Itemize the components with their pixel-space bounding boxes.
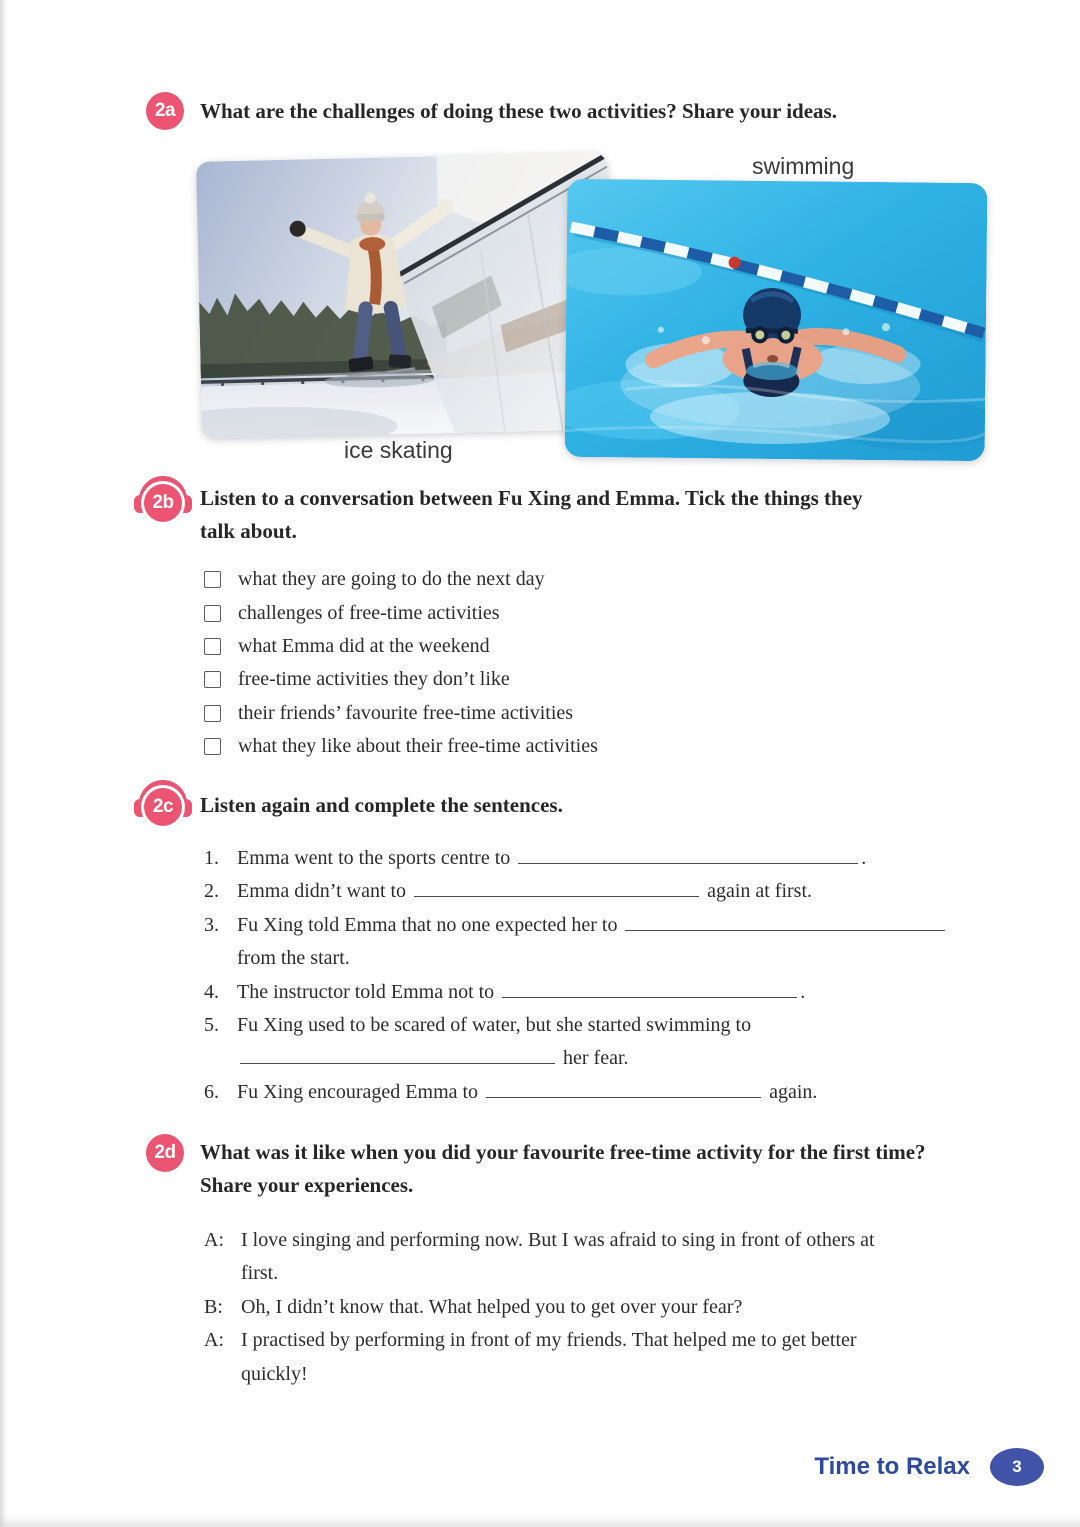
sentence-number: 1.: [204, 847, 219, 869]
audio-badge-2b: [130, 468, 196, 528]
sentence-text: Fu Xing told Emma that no one expected her to: [237, 913, 618, 936]
sentence-text: The instructor told Emma not to: [237, 980, 495, 1003]
dialogue-text: Oh, I didn’t know that. What helped you to get over your fear?: [241, 1295, 743, 1318]
exercise-badge-2a: 2a: [146, 92, 184, 130]
unit-title: Time to Relax: [814, 1453, 970, 1480]
dialogue-speaker: B:: [204, 1295, 223, 1318]
dialogue-line: [204, 1324, 904, 1391]
heading-2b: Listen to a conversation between Fu Xing and Emma. Tick the things they talk about.: [200, 486, 863, 543]
check-item-label: what Emma did at the weekend: [238, 634, 490, 657]
dialogue-speaker: A:: [204, 1229, 224, 1251]
checkbox[interactable]: [204, 571, 221, 588]
exercise-badge-2b: 2b: [144, 484, 182, 522]
swimming-label: swimming: [752, 153, 855, 179]
page-number-badge: 3: [990, 1448, 1044, 1486]
dialogue-speaker: A:: [204, 1329, 224, 1352]
heading-2d: What was it like when you did your favourite free-time activity for the first time? Share your experiences.: [200, 1140, 926, 1197]
sentence-text: .: [800, 980, 806, 1003]
page-bottom-shadow: [0, 1515, 1080, 1527]
sentence-item: [204, 1076, 984, 1109]
sentence-number: 2.: [204, 880, 219, 903]
fill-in-blank: [414, 878, 699, 897]
sentence-text: .: [861, 847, 867, 869]
dialogue-text: I love singing and performing now. But I was afraid to sing in front of others at first.: [241, 1229, 875, 1285]
swimming-photo: [565, 179, 988, 461]
dialogue-text: I practised by performing in front of my friends. That helped me to get better quickly!: [241, 1329, 857, 1385]
sentence-item: [204, 1009, 984, 1076]
swimming-illustration: [565, 179, 988, 461]
check-item: [204, 596, 598, 629]
checklist: [204, 563, 598, 763]
checkbox[interactable]: [204, 738, 221, 755]
sentence-text: from the start.: [237, 947, 350, 970]
ice-skating-label: ice skating: [344, 437, 453, 463]
fill-in-blank: [518, 845, 858, 864]
sentence-text: Fu Xing used to be scared of water, but she started swimming to: [237, 1014, 752, 1037]
sentence-text: her fear.: [563, 1047, 629, 1070]
fill-in-blank: [486, 1079, 761, 1098]
exercise-badge-2c: 2c: [144, 788, 182, 826]
sentence-number: 3.: [204, 913, 219, 936]
checkbox[interactable]: [204, 605, 221, 622]
sentence-text: Emma didn’t want to: [237, 880, 407, 903]
sentence-text: again.: [769, 1080, 818, 1103]
ice-skating-photo: [196, 152, 613, 438]
page-footer: [0, 1448, 1044, 1486]
sentence-item: [204, 842, 984, 875]
sentence-item: [204, 875, 984, 908]
checkbox[interactable]: [204, 638, 221, 655]
checkbox[interactable]: [204, 671, 221, 688]
check-item: [204, 630, 598, 663]
sentence-number: 5.: [204, 1014, 219, 1037]
heading-2a: What are the challenges of doing these two activities? Share your ideas.: [200, 99, 837, 123]
check-item: [204, 663, 598, 696]
fill-in-blank: [625, 912, 945, 931]
check-item-label: challenges of free-time activities: [238, 601, 500, 624]
sentence-text: Emma went to the sports centre to: [237, 847, 511, 869]
check-item-label: what they like about their free-time activities: [238, 735, 598, 758]
exercise-badge-2d: 2d: [146, 1134, 184, 1172]
sentence-number: 4.: [204, 980, 219, 1003]
ice-skating-illustration: [196, 152, 613, 438]
sentence-item: [204, 909, 984, 976]
dialogue-line: [204, 1224, 904, 1291]
check-item: [204, 563, 598, 596]
sentence-number: 6.: [204, 1080, 219, 1103]
complete-sentences-list: [204, 842, 984, 1109]
check-item: [204, 697, 598, 730]
heading-2c: Listen again and complete the sentences.: [200, 793, 563, 817]
sentence-item: [204, 976, 984, 1009]
fill-in-blank: [502, 979, 797, 998]
dialogue-line: [204, 1291, 904, 1324]
check-item: [204, 730, 598, 763]
audio-badge-2c: [130, 772, 196, 832]
check-item-label: free-time activities they don’t like: [238, 668, 510, 691]
fill-in-blank: [240, 1045, 555, 1064]
sentence-text: Fu Xing encouraged Emma to: [237, 1080, 479, 1103]
sentence-text: again at first.: [707, 880, 813, 903]
checkbox[interactable]: [204, 705, 221, 722]
page-edge-shadow: [0, 0, 7, 1527]
check-item-label: their friends’ favourite free-time activities: [238, 701, 574, 724]
check-item-label: what they are going to do the next day: [238, 568, 545, 591]
dialogue: [204, 1224, 904, 1391]
